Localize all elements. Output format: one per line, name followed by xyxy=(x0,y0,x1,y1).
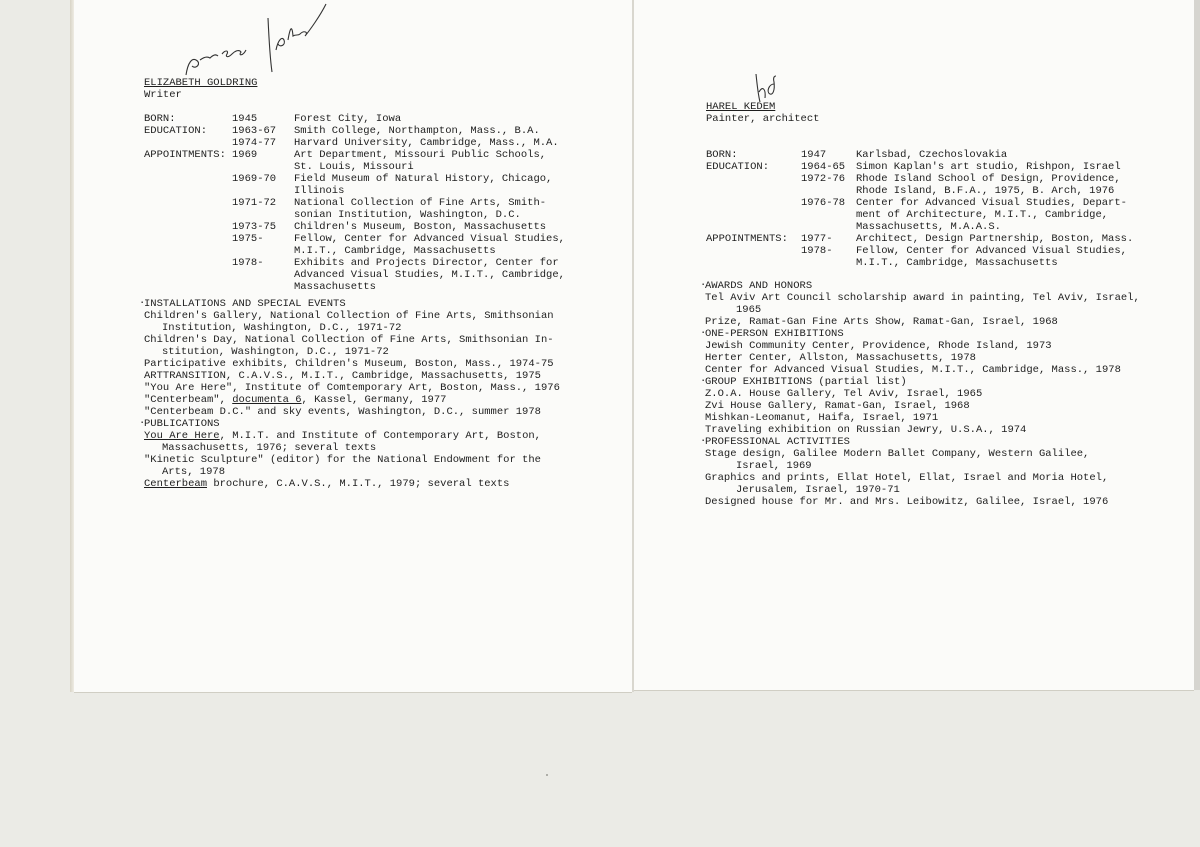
scan-speck xyxy=(546,774,548,776)
activity-entry: Israel, 1969 xyxy=(736,460,812,472)
publication-rest: brochure, C.A.V.S., M.I.T., 1979; several texts xyxy=(207,478,510,490)
section-heading-publications: PUBLICATIONS xyxy=(144,418,220,430)
bio-text: Rhode Island School of Design, Providence, xyxy=(856,173,1121,185)
bio-year: 1947 xyxy=(801,149,827,161)
bio-year: 1973-75 xyxy=(232,221,277,233)
bio-text: M.I.T., Cambridge, Massachusetts xyxy=(856,257,1058,269)
section-heading-installations: INSTALLATIONS AND SPECIAL EVENTS xyxy=(144,298,346,310)
exhibition-entry: Jewish Community Center, Providence, Rhode Island, 1973 xyxy=(705,340,1052,352)
bio-text: Harvard University, Cambridge, Mass., M.A. xyxy=(294,137,559,149)
publication-entry xyxy=(144,478,509,490)
bio-text: M.I.T., Cambridge, Massachusetts xyxy=(294,245,496,257)
award-entry: Tel Aviv Art Council scholarship award in painting, Tel Aviv, Israel, xyxy=(705,292,1140,304)
centerbeam-post: , Kassel, Germany, 1977 xyxy=(301,394,447,406)
exhibition-entry: Herter Center, Allston, Massachusetts, 1978 xyxy=(705,352,976,364)
bio-text: Fellow, Center for Advanced Visual Studies, xyxy=(294,233,565,245)
activity-entry: Designed house for Mr. and Mrs. Leibowitz, Galilee, Israel, 1976 xyxy=(705,496,1109,508)
bio-year: 1969-70 xyxy=(232,173,277,185)
bio-year: 1969 xyxy=(232,149,258,161)
bio-text: Field Museum of Natural History, Chicago, xyxy=(294,173,553,185)
bio-year: 1975- xyxy=(232,233,264,245)
bio-text: Forest City, Iowa xyxy=(294,113,402,125)
publication-title: You Are Here xyxy=(144,430,220,442)
publication-rest: , M.I.T. and Institute of Contemporary Art, Boston, xyxy=(219,430,541,442)
installation-entry: Institution, Washington, D.C., 1971-72 xyxy=(162,322,402,334)
bio-year: 1964-65 xyxy=(801,161,846,173)
activity-entry: Jerusalem, Israel, 1970-71 xyxy=(736,484,900,496)
bio-text: St. Louis, Missouri xyxy=(294,161,414,173)
installation-entry: "You Are Here", Institute of Comtemporary Art, Boston, Mass., 1976 xyxy=(144,382,560,394)
publication-entry: "Kinetic Sculpture" (editor) for the National Endowment for the xyxy=(144,454,541,466)
publication-entry xyxy=(144,430,541,442)
exhibition-entry: Traveling exhibition on Russian Jewry, U.S.A., 1974 xyxy=(705,424,1027,436)
section-heading-awards: AWARDS AND HONORS xyxy=(705,280,813,292)
bio-text: sonian Institution, Washington, D.C. xyxy=(294,209,521,221)
bullet-dot: · xyxy=(700,279,707,291)
documenta-title: documenta 6 xyxy=(232,394,302,406)
bio-year: 1972-76 xyxy=(801,173,846,185)
bio-text: Simon Kaplan's art studio, Rishpon, Israel xyxy=(856,161,1121,173)
publication-entry: Arts, 1978 xyxy=(162,466,226,478)
publication-entry: Massachusetts, 1976; several texts xyxy=(162,442,377,454)
handwritten-initials xyxy=(750,72,780,104)
bio-text: Advanced Visual Studies, M.I.T., Cambridge, xyxy=(294,269,565,281)
activity-entry: Stage design, Galilee Modern Ballet Company, Western Galilee, xyxy=(705,448,1090,460)
entry-name: HAREL KEDEM xyxy=(706,101,776,113)
bio-text: Illinois xyxy=(294,185,345,197)
bio-text: Art Department, Missouri Public Schools, xyxy=(294,149,547,161)
education-label: EDUCATION: xyxy=(144,125,208,137)
bio-year: 1976-78 xyxy=(801,197,846,209)
installation-entry: ARTTRANSITION, C.A.V.S., M.I.T., Cambridge, Massachusetts, 1975 xyxy=(144,370,541,382)
appointments-label: APPOINTMENTS: xyxy=(706,233,788,245)
bio-text: Fellow, Center for Advanced Visual Studies, xyxy=(856,245,1127,257)
bio-year: 1978- xyxy=(232,257,264,269)
bio-text: Exhibits and Projects Director, Center for xyxy=(294,257,559,269)
award-entry: 1965 xyxy=(736,304,762,316)
section-heading-professional: PROFESSIONAL ACTIVITIES xyxy=(705,436,850,448)
education-label: EDUCATION: xyxy=(706,161,770,173)
activity-entry: Graphics and prints, Ellat Hotel, Ellat, Israel and Moria Hotel, xyxy=(705,472,1109,484)
bullet-dot: · xyxy=(700,435,707,447)
bio-text: Massachusetts, M.A.A.S. xyxy=(856,221,1001,233)
bullet-dot: · xyxy=(139,417,146,429)
section-heading-one-person: ONE-PERSON EXHIBITIONS xyxy=(705,328,844,340)
bio-year: 1978- xyxy=(801,245,833,257)
bio-text: Architect, Design Partnership, Boston, Mass. xyxy=(856,233,1134,245)
bio-text: Children's Museum, Boston, Massachusetts xyxy=(294,221,547,233)
bullet-dot: · xyxy=(139,297,146,309)
bio-text: Center for Advanced Visual Studies, Depart- xyxy=(856,197,1127,209)
entry-role: Writer xyxy=(144,89,182,101)
entry-name: ELIZABETH GOLDRING xyxy=(144,77,258,89)
installation-entry: Participative exhibits, Children's Museum, Boston, Mass., 1974-75 xyxy=(144,358,554,370)
bullet-dot: · xyxy=(700,375,707,387)
bio-text: ment of Architecture, M.I.T., Cambridge, xyxy=(856,209,1109,221)
bio-text: Massachusetts xyxy=(294,281,376,293)
exhibition-entry: Zvi House Gallery, Ramat-Gan, Israel, 1968 xyxy=(705,400,970,412)
exhibition-entry: Z.O.A. House Gallery, Tel Aviv, Israel, 1965 xyxy=(705,388,983,400)
bio-text: National Collection of Fine Arts, Smith- xyxy=(294,197,547,209)
installation-entry: Children's Day, National Collection of Fine Arts, Smithsonian In- xyxy=(144,334,554,346)
bio-year: 1974-77 xyxy=(232,137,277,149)
installation-entry: stitution, Washington, D.C., 1971-72 xyxy=(162,346,389,358)
entry-role: Painter, architect xyxy=(706,113,820,125)
installation-entry: Children's Gallery, National Collection of Fine Arts, Smithsonian xyxy=(144,310,554,322)
bullet-dot: · xyxy=(700,327,707,339)
bio-year: 1963-67 xyxy=(232,125,277,137)
section-heading-group: GROUP EXHIBITIONS (partial list) xyxy=(705,376,907,388)
appointments-label: APPOINTMENTS: xyxy=(144,149,226,161)
born-label: BORN: xyxy=(706,149,738,161)
bio-text: Smith College, Northampton, Mass., B.A. xyxy=(294,125,540,137)
born-label: BORN: xyxy=(144,113,176,125)
bio-text: Rhode Island, B.F.A., 1975, B. Arch, 1976 xyxy=(856,185,1115,197)
centerbeam-pre: "Centerbeam", xyxy=(144,394,233,406)
bio-year: 1977- xyxy=(801,233,833,245)
publication-title: Centerbeam xyxy=(144,478,208,490)
exhibition-entry: Center for Advanced Visual Studies, M.I.T., Cambridge, Mass., 1978 xyxy=(705,364,1121,376)
installation-entry-centerbeam xyxy=(144,394,446,406)
exhibition-entry: Mishkan-Leomanut, Haifa, Israel, 1971 xyxy=(705,412,939,424)
installation-entry: "Centerbeam D.C." and sky events, Washington, D.C., summer 1978 xyxy=(144,406,541,418)
bio-year: 1971-72 xyxy=(232,197,277,209)
bio-text: Karlsbad, Czechoslovakia xyxy=(856,149,1008,161)
award-entry: Prize, Ramat-Gan Fine Arts Show, Ramat-Gan, Israel, 1968 xyxy=(705,316,1058,328)
bio-year: 1945 xyxy=(232,113,258,125)
